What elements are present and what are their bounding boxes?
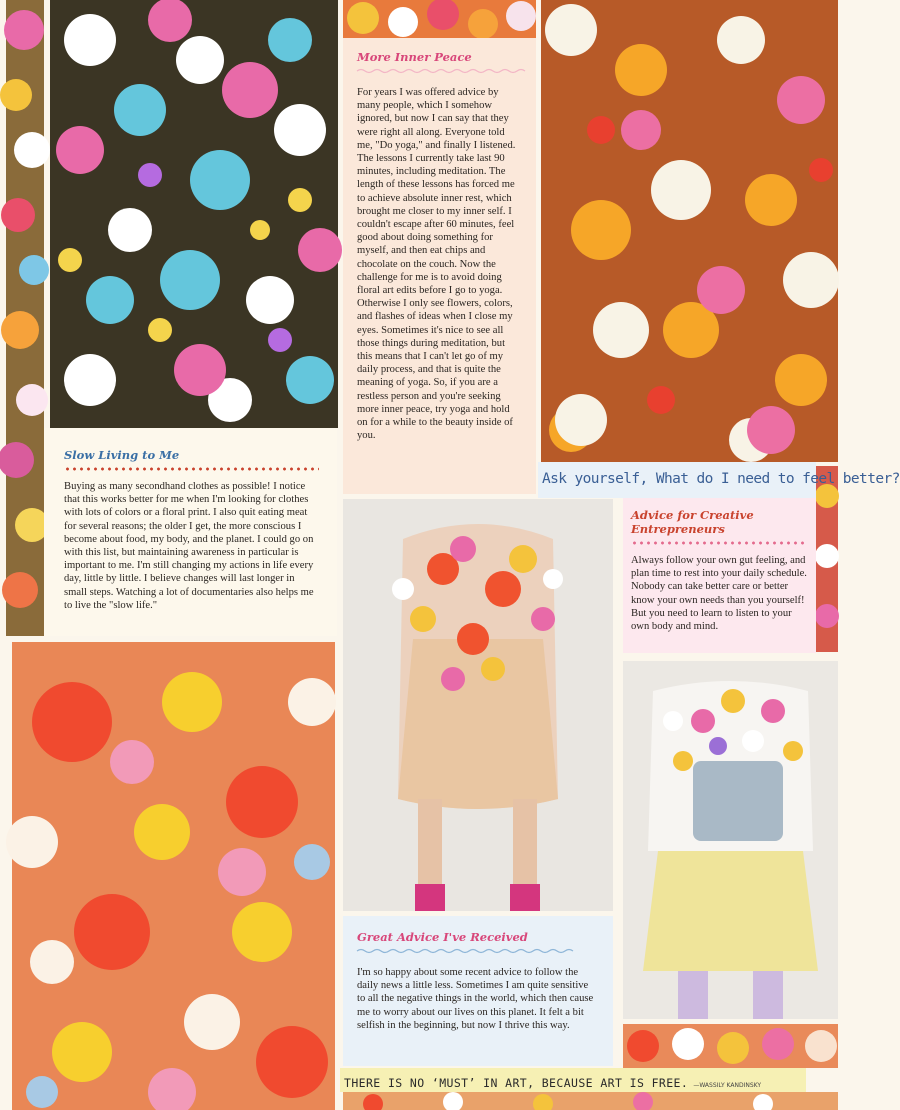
wavy-divider (357, 68, 522, 74)
great-advice-text: I'm so happy about some recent advice to follow the daily news a little less. Sometimes I am quite sensitive to all the negative things in the world, which then cause me to worry about our lives on this planet. It felt a bit selfish in the beginning, but now I thrive this way. (357, 967, 594, 1031)
creative-panel (623, 498, 816, 653)
slow-living-panel (44, 428, 337, 636)
great-advice-title: Great Advice I've Received (357, 930, 528, 944)
inner-peace-text: For years I was offered advice by many people, which I somehow ignored, but now I can say that they were right all along. Everyone told me, "Do yoga," and finally I listened. The lessons I currently take last 90 minutes, including meditation. The length of these lessons has forced me to achieve absolute inner rest, which brought me closer to my inner self. I couldn't escape after 60 minutes, feel good about doing something for myself, and then eat chips and chocolate on the couch. Now the challenge for me is to avoid doing floral art edits before I go to yoga. Otherwise I only see flowers, colors, and flashes of ideas when I close my eyes. Sometimes it's nice to see all those things during meditation, but this means that I can't let go of my daily process, and that is quite the meaning of yoga. So, if you are a restless person and you're seeking more inner peace, try yoga and hold on for a while to the beauty inside of you. (357, 87, 516, 442)
woman-with-vase-photo (623, 661, 838, 1019)
banner-text: Ask yourself, What do I need to feel better? (542, 471, 900, 487)
slow-living-text: Buying as many secondhand clothes as possible! I notice that this works better for me when I'm looking for clothes with lots of colors or a floral print. I also quit eating meat for several reasons; the older I get, the more conscious I become about food, my body, and the planet. I could go on with this list, but maintaining awareness in particular is important to me. I'm still changing my actions in life every day, little by little. I believe changes will last longer in small steps. Watching a lot of documentaries also helps me to live the "slow life." (64, 481, 314, 611)
floral-collage-photo-top-left (50, 0, 338, 428)
floral-strip-photo-bottom (343, 1092, 838, 1110)
creative-title: Advice for Creative Entrepreneurs (631, 508, 754, 536)
quote-text: THERE IS NO ‘MUST’ IN ART, BECAUSE ART IS FREE. (344, 1076, 689, 1090)
floral-strip-photo-bottom-right (623, 1024, 838, 1068)
dotted-divider (64, 467, 319, 471)
wavy-divider (357, 948, 567, 954)
floral-strip-photo-top (343, 0, 536, 38)
great-advice-panel (343, 916, 613, 1066)
creative-text: Always follow your own gut feeling, and plan time to rest into your daily schedule. Nobody can take better care or better know your own needs than you yourself! But you need to learn to listen to your own body and mind. (631, 555, 807, 633)
woman-with-bouquet-photo (343, 499, 613, 911)
right-edge-floral-strip (816, 466, 838, 652)
quote-bar (340, 1068, 806, 1092)
left-edge-floral-strip (6, 0, 44, 636)
inner-peace-title: More Inner Peace (357, 50, 472, 64)
dotted-divider (631, 541, 808, 545)
ask-yourself-banner (538, 462, 900, 498)
quote-author: —WASSILY KANDINSKY (693, 1082, 762, 1089)
floral-collage-photo-bottom-left (12, 642, 335, 1110)
floral-collage-photo-top-right (541, 0, 838, 462)
inner-peace-panel (343, 38, 536, 494)
slow-living-title: Slow Living to Me (64, 448, 180, 462)
